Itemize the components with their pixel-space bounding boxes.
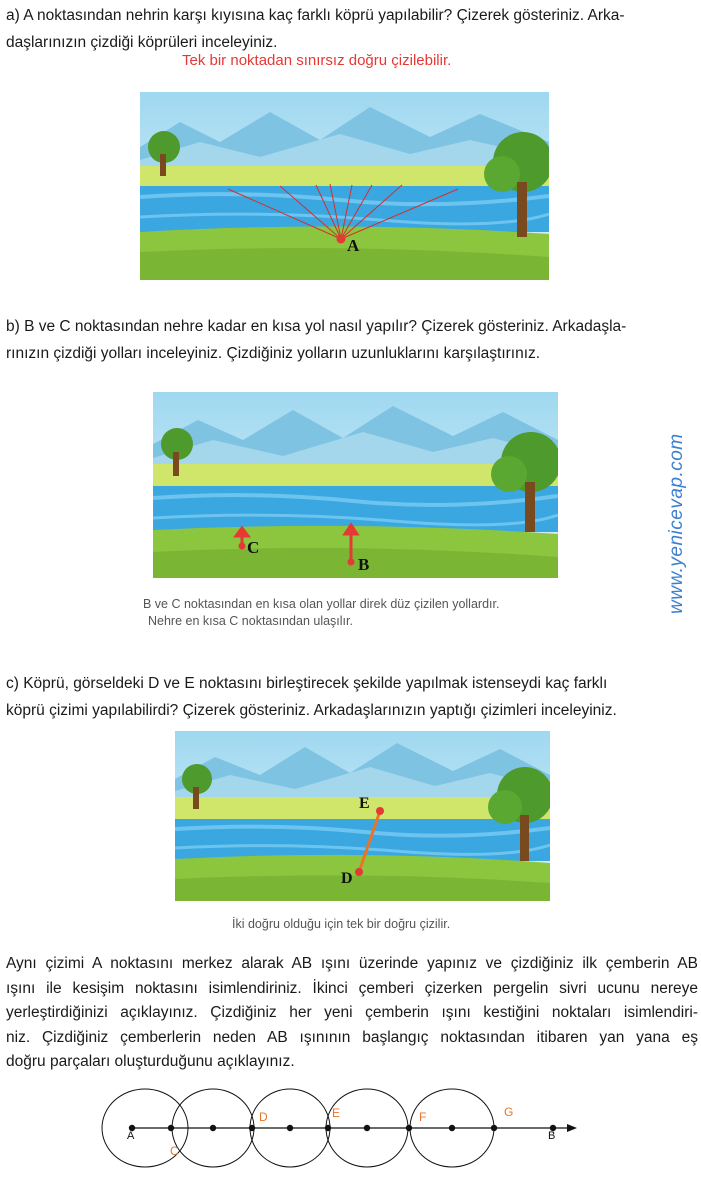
question-b-line1: b) B ve C noktasından nehre kadar en kısa yol nasıl yapılır? Çizerek gösteriniz. Arkadaşla-: [6, 318, 627, 335]
point-c-label: C: [247, 538, 260, 557]
diagram-label-g: G: [504, 1105, 514, 1119]
point-b-label: B: [358, 555, 370, 574]
question-b-line2: rınızın çizdiği yolları inceleyiniz. Çizdiğiniz yolların uzunluklarını karşılaştırınız.: [6, 345, 541, 362]
caption-b-line2: Nehre en kısa C noktasından ulaşılır.: [148, 614, 353, 628]
diagram-label-c: C: [170, 1144, 179, 1158]
diagram-label-b: B: [548, 1130, 556, 1142]
caption-b-line1: B ve C noktasından en kısa olan yollar direk düz çizilen yollardır.: [143, 597, 500, 611]
point-d-label: D: [341, 870, 353, 887]
circle-diagram-svg: [95, 1088, 595, 1188]
question-a-line1: a) A noktasından nehrin karşı kıyısına kaç farklı köprü yapılabilir? Çizerek gösteriniz. Arka-: [6, 7, 625, 24]
ray-arrow: [567, 1124, 577, 1132]
question-d-text: [6, 952, 698, 1075]
question-c-caption: İki doğru olduğu için tek bir doğru çizilir.: [232, 917, 451, 931]
question-b-caption: [143, 596, 499, 630]
question-d-line1: Aynı çizimi A noktasını merkez alarak AB ışını üzerinde yapınız ve çizdiğiniz ilk çemberin AB: [6, 955, 698, 972]
question-c-line2: köprü çizimi yapılabilirdi? Çizerek gösteriniz. Arkadaşlarınızın yaptığı çizimleri inceleyiniz.: [6, 702, 617, 719]
question-d-line2: ışını ile kesişim noktasını isimlendiriniz. İkinci çemberi çizerken pergelin sivri ucunu nereye: [6, 979, 698, 997]
river-scene-b: [153, 392, 558, 578]
question-b-text: [6, 313, 698, 367]
question-d-line5: doğru parçaları oluşturduğunu açıklayınız.: [6, 1053, 295, 1070]
question-a-answer: Tek bir noktadan sınırsız doğru çizilebilir.: [182, 52, 452, 69]
diagram-label-e: E: [332, 1106, 341, 1120]
diagram-label-a: A: [127, 1130, 135, 1142]
diagram-label-d: D: [259, 1110, 268, 1124]
river-scene-a: [140, 92, 549, 280]
question-c-text: [6, 670, 698, 724]
question-d-line3: yerleştirdiğinizi açıklayınız. Çizdiğiniz her yeni çemberin ışını kestiğini noktaları isimlendiri-: [6, 1004, 698, 1021]
question-c-line1: c) Köprü, görseldeki D ve E noktasını birleştirecek şekilde yapılmak istenseydi kaç farklı: [6, 675, 608, 692]
point-a-label: A: [347, 236, 360, 255]
point-e-label: E: [359, 795, 370, 812]
question-a-line2: daşlarınızın çizdiği köprüleri inceleyiniz.: [6, 34, 278, 51]
circle-construction-diagram: [95, 1088, 595, 1188]
watermark: [664, 392, 690, 614]
question-d-line4: niz. Çizdiğiniz çemberlerin neden AB ışınının başlangıç noktasından itibaren yan yana eş: [6, 1028, 698, 1046]
watermark-text: www.yenicevap.com: [666, 433, 687, 614]
river-scene-c: [175, 731, 550, 901]
diagram-label-f: F: [419, 1110, 427, 1124]
question-a-text: [6, 2, 698, 56]
